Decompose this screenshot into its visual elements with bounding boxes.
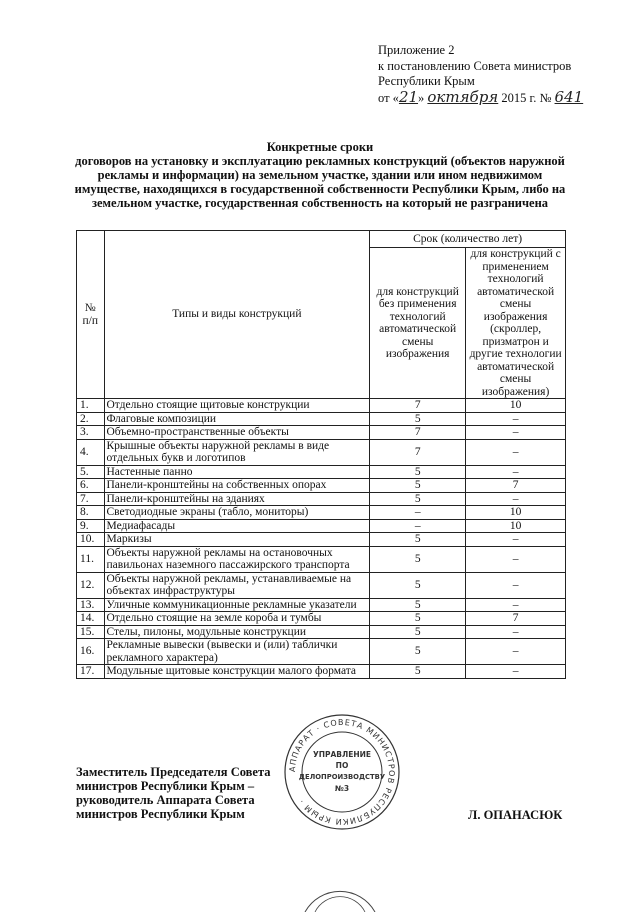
table-row <box>77 546 566 572</box>
signatory-line-1: Заместитель Председателя Совета <box>76 765 271 779</box>
title-line-2: договоров на установку и эксплуатацию рекламных конструкций (объектов наружной рекламы и информации) на земельном участке, здании или ином недвижимом имуществе, находящихся в государственной собственности Республики Крым, либо на земельном участке, государственная собственность на который не разграничена <box>74 154 566 210</box>
date-day: 21 <box>398 87 419 106</box>
row-construction-type: Стелы, пилоны, модульные конструкции <box>104 625 370 639</box>
row-number: 4. <box>77 439 105 465</box>
row-construction-type: Панели-кронштейны на зданиях <box>104 492 370 506</box>
row-construction-type: Медиафасады <box>104 519 370 533</box>
resolution-number: 641 <box>554 87 584 106</box>
annex-line-1: Приложение 2 <box>378 43 455 57</box>
row-term-without-auto: 5 <box>370 639 466 665</box>
table-row <box>77 572 566 598</box>
row-number: 8. <box>77 506 105 520</box>
row-term-with-auto: – <box>466 546 566 572</box>
signatory-title <box>76 765 271 821</box>
table-row <box>77 426 566 440</box>
row-construction-type: Отдельно стоящие на земле короба и тумбы <box>104 612 370 626</box>
lower-stamp-fragment <box>300 882 380 912</box>
table-row <box>77 625 566 639</box>
row-number: 13. <box>77 598 105 612</box>
signatory-line-3: руководитель Аппарата Совета <box>76 793 255 807</box>
table-row <box>77 439 566 465</box>
header-with-auto: для конструкций с применением технологий автоматической смены изображения (скроллер, призматрон и другие технологии автоматической смены изображения) <box>466 248 566 399</box>
date-suffix: 2015 г. № <box>498 90 552 105</box>
signatory-name: Л. ОПАНАСЮК <box>468 808 563 822</box>
table-row <box>77 612 566 626</box>
row-term-with-auto: 7 <box>466 612 566 626</box>
row-term-with-auto: – <box>466 533 566 547</box>
header-type: Типы и виды конструкций <box>104 231 370 399</box>
stamp-line-3: ДЕЛОПРОИЗВОДСТВУ <box>298 773 386 781</box>
row-construction-type: Панели-кронштейны на собственных опорах <box>104 479 370 493</box>
row-number: 1. <box>77 399 105 413</box>
table-row <box>77 412 566 426</box>
row-number: 16. <box>77 639 105 665</box>
row-number: 15. <box>77 625 105 639</box>
row-term-with-auto: – <box>466 639 566 665</box>
row-construction-type: Рекламные вывески (вывески и (или) таблички рекламного характера) <box>104 639 370 665</box>
row-term-with-auto: 10 <box>466 519 566 533</box>
row-term-without-auto: 7 <box>370 426 466 440</box>
annex-line-2: к постановлению Совета министров <box>378 58 572 73</box>
row-term-with-auto: – <box>466 625 566 639</box>
row-term-without-auto: 7 <box>370 439 466 465</box>
row-term-with-auto: 10 <box>466 506 566 520</box>
row-term-with-auto: – <box>466 598 566 612</box>
row-term-with-auto: – <box>466 465 566 479</box>
row-term-with-auto: – <box>466 426 566 440</box>
row-number: 14. <box>77 612 105 626</box>
table-row <box>77 506 566 520</box>
official-stamp <box>283 713 401 831</box>
document-title <box>70 140 570 210</box>
terms-table <box>76 230 566 679</box>
header-num: № п/п <box>77 231 105 399</box>
row-term-with-auto: 7 <box>466 479 566 493</box>
row-term-without-auto: 5 <box>370 598 466 612</box>
table-row <box>77 492 566 506</box>
table-row <box>77 639 566 665</box>
row-term-without-auto: 7 <box>370 399 466 413</box>
row-term-with-auto: – <box>466 492 566 506</box>
header-term: Срок (количество лет) <box>370 231 566 248</box>
row-term-without-auto: 5 <box>370 625 466 639</box>
row-term-without-auto: 5 <box>370 533 466 547</box>
row-construction-type: Светодиодные экраны (табло, мониторы) <box>104 506 370 520</box>
date-month: октября <box>427 87 499 106</box>
table-row <box>77 479 566 493</box>
row-term-without-auto: 5 <box>370 572 466 598</box>
table-row <box>77 598 566 612</box>
row-number: 9. <box>77 519 105 533</box>
table-row <box>77 465 566 479</box>
row-construction-type: Отдельно стоящие щитовые конструкции <box>104 399 370 413</box>
row-term-with-auto: 10 <box>466 399 566 413</box>
row-term-without-auto: 5 <box>370 492 466 506</box>
row-term-without-auto: – <box>370 519 466 533</box>
annex-date <box>378 87 584 107</box>
row-construction-type: Объекты наружной рекламы на остановочных павильонах наземного пассажирского транспорта <box>104 546 370 572</box>
row-term-with-auto: – <box>466 412 566 426</box>
row-term-without-auto: – <box>370 506 466 520</box>
stamp-line-4: №3 <box>334 784 350 793</box>
row-number: 2. <box>77 412 105 426</box>
row-number: 7. <box>77 492 105 506</box>
row-number: 17. <box>77 665 105 679</box>
row-term-without-auto: 5 <box>370 465 466 479</box>
signatory-line-4: министров Республики Крым <box>76 807 245 821</box>
table-row <box>77 519 566 533</box>
annex-line-3: Республики Крым <box>378 74 475 88</box>
title-line-1: Конкретные сроки <box>266 140 374 154</box>
row-term-with-auto: – <box>466 665 566 679</box>
stamp-ring-text: АППАРАТ · СОВЕТА МИНИСТРОВ РЕСПУБЛИКИ КРЫМ · <box>287 717 397 827</box>
row-construction-type: Уличные коммуникационные рекламные указатели <box>104 598 370 612</box>
row-construction-type: Крышные объекты наружной рекламы в виде отдельных букв и логотипов <box>104 439 370 465</box>
row-number: 12. <box>77 572 105 598</box>
table-row <box>77 665 566 679</box>
row-term-without-auto: 5 <box>370 665 466 679</box>
table-row <box>77 399 566 413</box>
date-mid: » <box>418 90 428 105</box>
table-row <box>77 533 566 547</box>
row-construction-type: Объекты наружной рекламы, устанавливаемые на объектах инфраструктуры <box>104 572 370 598</box>
row-number: 11. <box>77 546 105 572</box>
row-construction-type: Маркизы <box>104 533 370 547</box>
stamp-line-2: ПО <box>335 761 349 770</box>
table-body <box>77 399 566 679</box>
row-term-without-auto: 5 <box>370 546 466 572</box>
row-number: 10. <box>77 533 105 547</box>
row-term-without-auto: 5 <box>370 412 466 426</box>
header-without-auto: для конструкций без применения технологий автоматической смены изображения <box>370 248 466 399</box>
row-term-with-auto: – <box>466 572 566 598</box>
row-construction-type: Объемно-пространственные объекты <box>104 426 370 440</box>
row-term-without-auto: 5 <box>370 479 466 493</box>
stamp-line-1: УПРАВЛЕНИЕ <box>312 750 372 759</box>
row-term-with-auto: – <box>466 439 566 465</box>
row-number: 3. <box>77 426 105 440</box>
signatory-line-2: министров Республики Крым – <box>76 779 255 793</box>
row-construction-type: Флаговые композиции <box>104 412 370 426</box>
annex-block <box>378 43 583 106</box>
row-construction-type: Настенные панно <box>104 465 370 479</box>
row-construction-type: Модульные щитовые конструкции малого формата <box>104 665 370 679</box>
row-term-without-auto: 5 <box>370 612 466 626</box>
row-number: 5. <box>77 465 105 479</box>
row-number: 6. <box>77 479 105 493</box>
date-prefix: от « <box>378 90 399 105</box>
